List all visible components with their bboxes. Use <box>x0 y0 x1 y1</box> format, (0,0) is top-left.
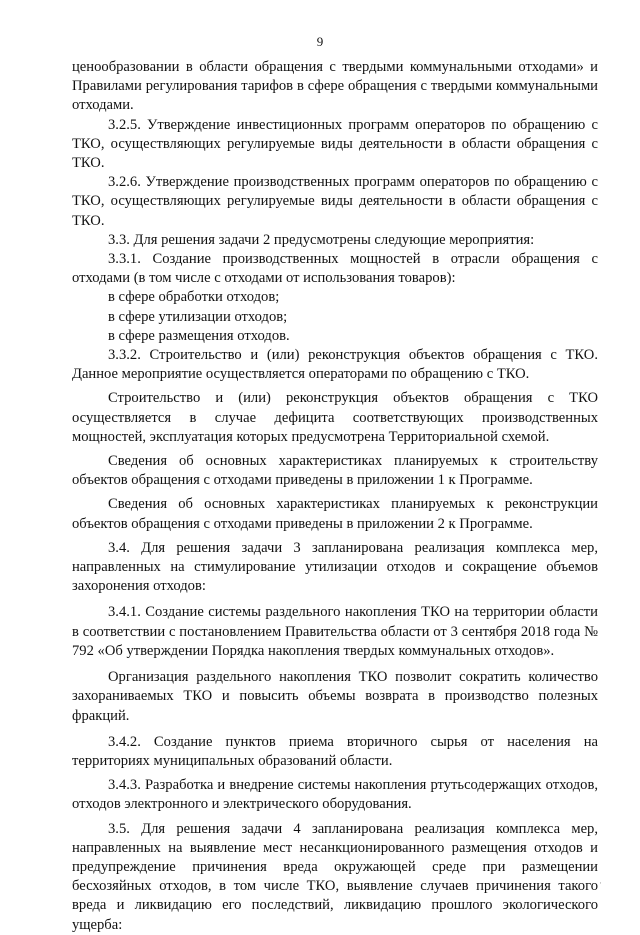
document-body <box>72 58 598 935</box>
paragraph-3-4-2: 3.4.2. Создание пунктов приема вторичного сырья от населения на территориях муниципальных образований области. <box>72 733 598 769</box>
paragraph-3-3-1: 3.3.1. Создание производственных мощностей в отрасли обращения с отходами (в том числе с отходами от использования товаров): <box>72 251 598 287</box>
paragraph-continuation: ценообразовании в области обращения с твердыми коммунальными отходами» и Правилами регулирования тарифов в сфере обращения с твердыми коммунальными отходами. <box>72 59 598 114</box>
paragraph-3-4-1: 3.4.1. Создание системы раздельного накопления ТКО на территории области в соответствии с постановлением Правительства области от 3 сентября 2018 года № 792 «Об утверждении Порядка накопления твердых коммунальных отходов». <box>72 604 598 659</box>
paragraph-appendix-2: Сведения об основных характеристиках планируемых к реконструкции объектов обращения с отходами приведены в приложении 2 к Программе. <box>72 496 598 532</box>
paragraph-separate-collection: Организация раздельного накопления ТКО позволит сократить количество захораниваемых ТКО и повысить объемы возврата в производство полезных фракций. <box>72 669 598 724</box>
paragraph-construction: Строительство и (или) реконструкция объектов обращения с ТКО осуществляется в случае дефицита соответствующих производственных мощностей, эксплуатация которых предусмотрена Территориальной схемой. <box>72 390 598 445</box>
list-item-processing: в сфере обработки отходов; <box>108 289 280 306</box>
paragraph-3-4: 3.4. Для решения задачи 3 запланирована реализация комплекса мер, направленных на стимулирование утилизации отходов и сокращение объемов захоронения отходов: <box>72 539 598 595</box>
corner-mark: · <box>599 877 602 888</box>
list-item-placement: в сфере размещения отходов. <box>108 327 290 344</box>
paragraph-3-5: 3.5. Для решения задачи 4 запланирована реализация комплекса мер, направленных на выявление мест несанкционированного размещения отходов и предупреждение причинения вреда окружающей среде при размещении бесхозяйных отходов, в том числе ТКО, выявление случаев причинения такого вреда и ликвидацию его последствий, ликвидацию прошлого экологического ущерба: <box>72 820 598 933</box>
paragraph-3-3-2: 3.3.2. Строительство и (или) реконструкция объектов обращения с ТКО. Данное мероприятие осуществляется операторами по обращению с ТКО. <box>72 347 598 383</box>
paragraph-3-2-5: 3.2.5. Утверждение инвестиционных программ операторов по обращению с ТКО, осуществляющих регулируемые виды деятельности в области обращения с ТКО. <box>72 116 598 172</box>
paragraph-3-4-3: 3.4.3. Разработка и внедрение системы накопления ртутьсодержащих отходов, отходов электронного и электрического оборудования. <box>72 777 598 813</box>
paragraph-appendix-1: Сведения об основных характеристиках планируемых к строительству объектов обращения с отходами приведены в приложении 1 к Программе. <box>72 453 598 489</box>
page-number: 9 <box>316 34 324 49</box>
list-item-utilization: в сфере утилизации отходов; <box>108 308 288 325</box>
paragraph-3-3: 3.3. Для решения задачи 2 предусмотрены следующие мероприятия: <box>108 231 535 248</box>
paragraph-3-2-6: 3.2.6. Утверждение производственных программ операторов по обращению с ТКО, осуществляющих регулируемые виды деятельности в области обращения с ТКО. <box>72 174 598 229</box>
